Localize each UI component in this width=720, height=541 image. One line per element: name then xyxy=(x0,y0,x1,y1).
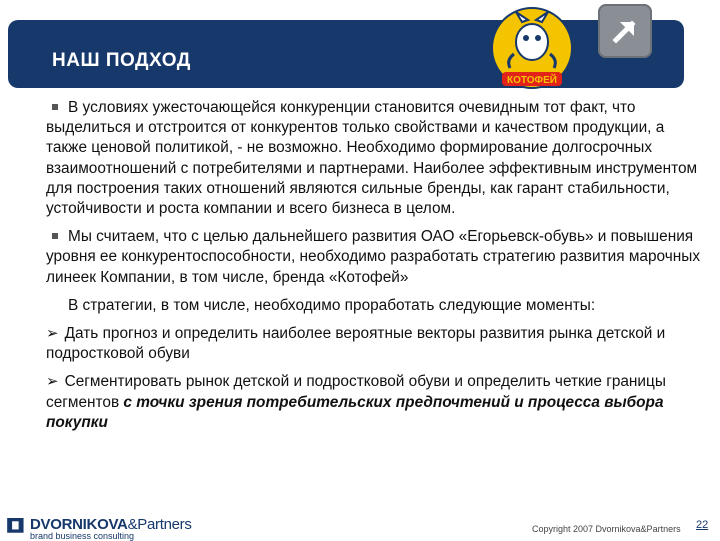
arrow-bullet-icon: ➢ xyxy=(46,325,59,343)
paragraph-text: Мы считаем, что с целью дальнейшего развития ОАО «Егорьевск-обувь» и повышения уровня ее конкурентоспособности, необходимо разработать стратегию развития марочных линеек Компании, в том числе, бренда «Котофей» xyxy=(46,228,701,286)
arrow-item-2 xyxy=(46,372,706,433)
page-number[interactable]: 22 xyxy=(696,519,709,531)
bullet-icon xyxy=(52,233,58,239)
paragraph-3 xyxy=(46,296,706,316)
navigate-button[interactable] xyxy=(598,4,652,58)
paragraph-1 xyxy=(46,98,706,219)
arrow-up-right-icon xyxy=(598,4,652,58)
arrow-item-emphasis: с точки зрения потребительских предпочтений и процесса выбора покупки xyxy=(46,393,664,431)
page-title: НАШ ПОДХОД xyxy=(52,50,191,71)
arrow-item-text: Дать прогноз и определить наиболее вероятные векторы развития рынка детской и подростковой обуви xyxy=(46,325,666,363)
arrow-item-1 xyxy=(46,324,706,364)
paragraph-text: В стратегии, в том числе, необходимо проработать следующие моменты: xyxy=(68,296,596,314)
arrow-bullet-icon: ➢ xyxy=(46,373,59,391)
logo-text: КОТОФЕЙ xyxy=(507,75,557,86)
brand-main: DVORNIKOVA xyxy=(30,516,128,533)
paragraph-2 xyxy=(46,227,706,288)
arrow-item-text: Сегментировать рынок детской и подростковой обуви и определить четкие границы сегментов xyxy=(46,373,666,411)
copyright-text: Copyright 2007 Dvornikova&Partners xyxy=(532,524,681,534)
paragraph-text: В условиях ужесточающейся конкуренции становится очевидным тот факт, что выделиться и отстроится от конкурентов только свойствами и качеством продукции, а также ценовой политикой, - не возможно. Необходимо формирование долгосрочных взаимоотношений с потребителями и партнерами. Наиболее эффективным инструментом для построения таких отношений являются сильные бренды, как гарант стабильности, устойчивости и роста компании и всего бизнеса в целом. xyxy=(46,99,698,218)
brand-amp: &Partners xyxy=(127,516,192,533)
footer-tagline: brand business consulting xyxy=(30,531,135,541)
bullet-icon xyxy=(52,104,58,110)
dvornikova-logo-icon xyxy=(6,518,28,536)
kotofey-logo xyxy=(486,4,578,96)
content-body xyxy=(46,98,706,441)
